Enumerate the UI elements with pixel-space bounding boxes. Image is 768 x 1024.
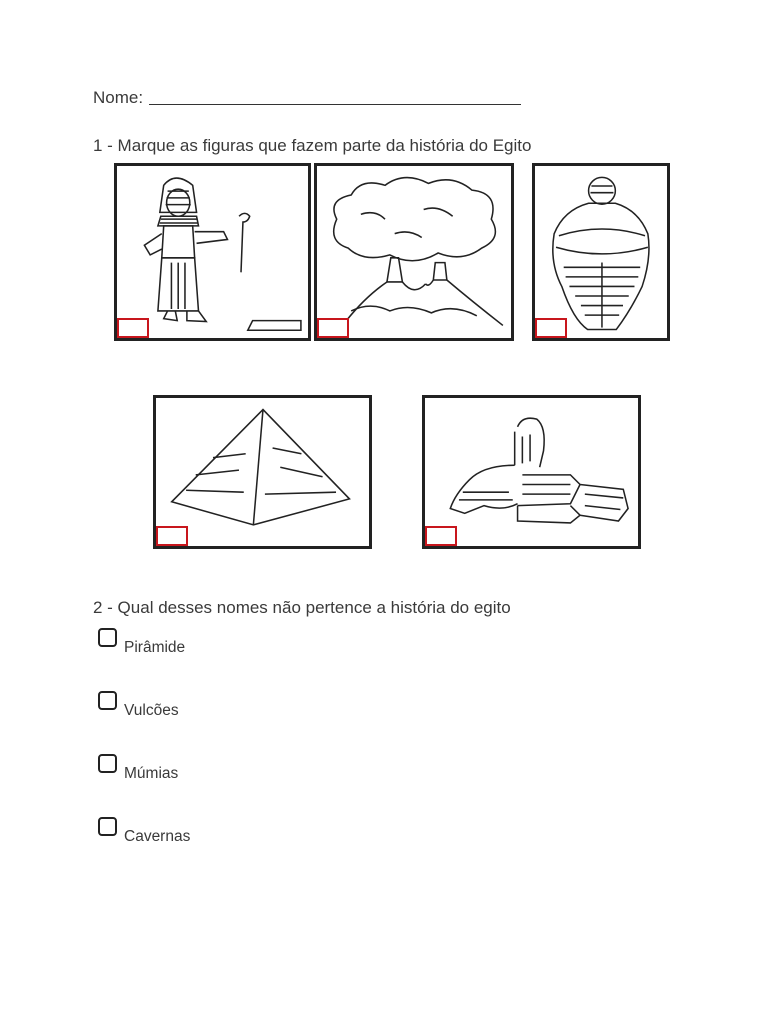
figure-mummy xyxy=(532,163,670,341)
pyramid-icon xyxy=(156,398,369,546)
name-field[interactable] xyxy=(93,88,521,108)
option-label: Vulcões xyxy=(124,702,179,719)
option-label: Pirâmide xyxy=(124,639,186,656)
option-vulcoes[interactable] xyxy=(98,691,179,720)
checkbox-cavernas[interactable] xyxy=(98,817,117,836)
option-label: Múmias xyxy=(124,765,179,782)
option-mumias[interactable] xyxy=(98,754,178,783)
checkbox-pharaoh[interactable] xyxy=(117,318,149,338)
checkbox-piramide[interactable] xyxy=(98,628,117,647)
mummy-icon xyxy=(535,166,667,338)
figure-pharaoh xyxy=(114,163,311,341)
checkbox-pyramid[interactable] xyxy=(156,526,188,546)
name-blank-line[interactable] xyxy=(149,90,521,105)
figure-sphinx xyxy=(422,395,641,549)
name-label: Nome: xyxy=(93,88,144,107)
checkbox-volcano[interactable] xyxy=(317,318,349,338)
checkbox-vulcoes[interactable] xyxy=(98,691,117,710)
figure-volcano xyxy=(314,163,514,341)
figure-pyramid xyxy=(153,395,372,549)
checkbox-mummy[interactable] xyxy=(535,318,567,338)
volcano-icon xyxy=(317,166,511,338)
sphinx-icon xyxy=(425,398,638,546)
pharaoh-icon xyxy=(117,166,308,338)
checkbox-mumias[interactable] xyxy=(98,754,117,773)
question-1-text: 1 - Marque as figuras que fazem parte da história do Egito xyxy=(93,136,532,155)
checkbox-sphinx[interactable] xyxy=(425,526,457,546)
question-2-text: 2 - Qual desses nomes não pertence a história do egito xyxy=(93,598,511,617)
option-cavernas[interactable] xyxy=(98,817,190,846)
option-label: Cavernas xyxy=(124,828,191,845)
option-piramide[interactable] xyxy=(98,628,185,657)
